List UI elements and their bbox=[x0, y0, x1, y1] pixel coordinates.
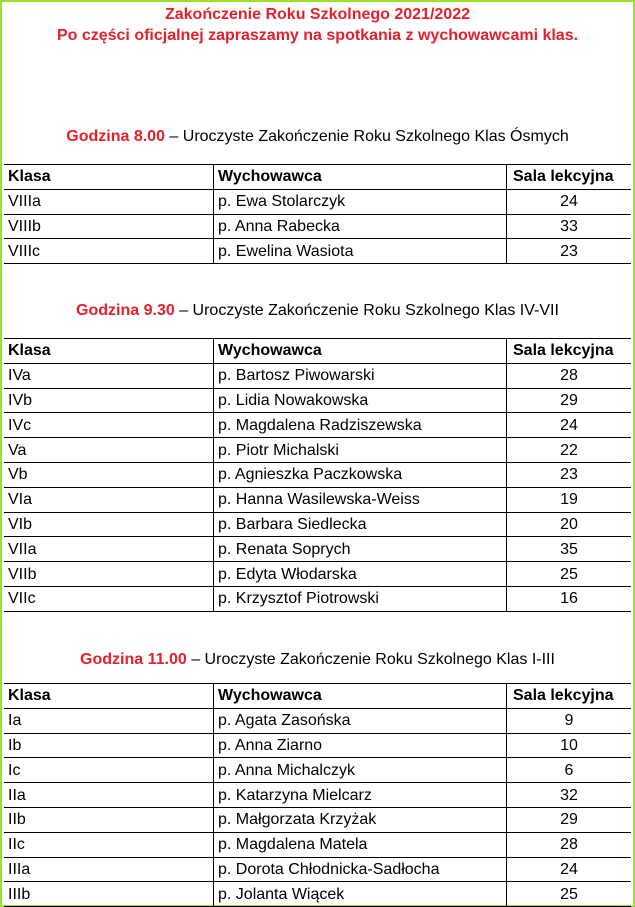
column-header-klasa: Klasa bbox=[4, 165, 214, 190]
section-time: Godzina 8.00 bbox=[66, 128, 165, 145]
column-header-wychowawca: Wychowawca bbox=[214, 165, 507, 190]
klasa-cell: Ia bbox=[4, 708, 214, 733]
column-header-klasa: Klasa bbox=[4, 684, 214, 709]
klasa-cell: Va bbox=[4, 438, 214, 463]
section-title-11 bbox=[0, 650, 635, 670]
sala-cell: 24 bbox=[507, 857, 632, 882]
wychowawca-cell: p. Ewa Stolarczyk bbox=[214, 189, 507, 214]
section-title-8 bbox=[0, 127, 635, 147]
wychowawca-cell: p. Jolanta Wiącek bbox=[214, 882, 507, 907]
sala-cell: 28 bbox=[507, 832, 632, 857]
wychowawca-cell: p. Agnieszka Paczkowska bbox=[214, 462, 507, 487]
table-row bbox=[4, 807, 631, 832]
sala-cell: 23 bbox=[507, 239, 632, 264]
klasa-cell: IIc bbox=[4, 832, 214, 857]
wychowawca-cell: p. Katarzyna Mielcarz bbox=[214, 783, 507, 808]
header-title: Zakończenie Roku Szkolnego 2021/2022 bbox=[164, 6, 470, 23]
wychowawca-cell: p. Lidia Nowakowska bbox=[214, 388, 507, 413]
table-row bbox=[4, 708, 631, 733]
sala-cell: 23 bbox=[507, 462, 632, 487]
wychowawca-cell: p. Magdalena Radziszewska bbox=[214, 413, 507, 438]
table-row bbox=[4, 189, 631, 214]
schedule-table-9-30 bbox=[4, 338, 631, 612]
table-row bbox=[4, 214, 631, 239]
table-row bbox=[4, 586, 631, 611]
klasa-cell: IVa bbox=[4, 363, 214, 388]
klasa-cell: VIIc bbox=[4, 586, 214, 611]
column-header-wychowawca: Wychowawca bbox=[214, 684, 507, 709]
table-row bbox=[4, 537, 631, 562]
wychowawca-cell: p. Magdalena Matela bbox=[214, 832, 507, 857]
klasa-cell: IVc bbox=[4, 413, 214, 438]
klasa-cell: IIa bbox=[4, 783, 214, 808]
wychowawca-cell: p. Anna Ziarno bbox=[214, 733, 507, 758]
sala-cell: 28 bbox=[507, 363, 632, 388]
column-header-klasa: Klasa bbox=[4, 339, 214, 364]
sala-cell: 25 bbox=[507, 562, 632, 587]
table-header-row bbox=[4, 165, 631, 190]
wychowawca-cell: p. Hanna Wasilewska-Weiss bbox=[214, 487, 507, 512]
section-description: – Uroczyste Zakończenie Roku Szkolnego Klas IV-VII bbox=[174, 302, 559, 319]
sala-cell: 6 bbox=[507, 758, 632, 783]
table-header-row bbox=[4, 684, 631, 709]
page-header bbox=[0, 4, 635, 46]
sala-cell: 32 bbox=[507, 783, 632, 808]
sala-cell: 16 bbox=[507, 586, 632, 611]
klasa-cell: VIIIb bbox=[4, 214, 214, 239]
column-header-sala: Sala lekcyjna bbox=[507, 165, 632, 190]
column-header-sala: Sala lekcyjna bbox=[507, 684, 632, 709]
table-row bbox=[4, 562, 631, 587]
section-title-9-30 bbox=[0, 301, 635, 321]
column-header-wychowawca: Wychowawca bbox=[214, 339, 507, 364]
table-row bbox=[4, 388, 631, 413]
sala-cell: 33 bbox=[507, 214, 632, 239]
table-row bbox=[4, 733, 631, 758]
table-row bbox=[4, 512, 631, 537]
klasa-cell: IIb bbox=[4, 807, 214, 832]
table-row bbox=[4, 857, 631, 882]
wychowawca-cell: p. Bartosz Piwowarski bbox=[214, 363, 507, 388]
klasa-cell: VIa bbox=[4, 487, 214, 512]
klasa-cell: VIIb bbox=[4, 562, 214, 587]
sala-cell: 29 bbox=[507, 388, 632, 413]
klasa-cell: VIIa bbox=[4, 537, 214, 562]
table-row bbox=[4, 363, 631, 388]
klasa-cell: Vb bbox=[4, 462, 214, 487]
klasa-cell: Ic bbox=[4, 758, 214, 783]
klasa-cell: IIIb bbox=[4, 882, 214, 907]
sala-cell: 22 bbox=[507, 438, 632, 463]
klasa-cell: IIIa bbox=[4, 857, 214, 882]
sala-cell: 10 bbox=[507, 733, 632, 758]
section-description: – Uroczyste Zakończenie Roku Szkolnego Klas I-III bbox=[186, 651, 555, 668]
table-row bbox=[4, 239, 631, 264]
table-row bbox=[4, 882, 631, 907]
wychowawca-cell: p. Krzysztof Piotrowski bbox=[214, 586, 507, 611]
sala-cell: 25 bbox=[507, 882, 632, 907]
schedule-table-8 bbox=[4, 164, 631, 264]
wychowawca-cell: p. Anna Michalczyk bbox=[214, 758, 507, 783]
wychowawca-cell: p. Agata Zasońska bbox=[214, 708, 507, 733]
table-row bbox=[4, 413, 631, 438]
sala-cell: 24 bbox=[507, 189, 632, 214]
wychowawca-cell: p. Anna Rabecka bbox=[214, 214, 507, 239]
table-row bbox=[4, 487, 631, 512]
klasa-cell: Ib bbox=[4, 733, 214, 758]
schedule-table-11 bbox=[4, 683, 631, 907]
section-time: Godzina 9.30 bbox=[76, 302, 175, 319]
sala-cell: 9 bbox=[507, 708, 632, 733]
sala-cell: 35 bbox=[507, 537, 632, 562]
sala-cell: 29 bbox=[507, 807, 632, 832]
table-row bbox=[4, 832, 631, 857]
sala-cell: 24 bbox=[507, 413, 632, 438]
klasa-cell: IVb bbox=[4, 388, 214, 413]
wychowawca-cell: p. Ewelina Wasiota bbox=[214, 239, 507, 264]
klasa-cell: VIb bbox=[4, 512, 214, 537]
table-row bbox=[4, 783, 631, 808]
klasa-cell: VIIIc bbox=[4, 239, 214, 264]
sala-cell: 19 bbox=[507, 487, 632, 512]
klasa-cell: VIIIa bbox=[4, 189, 214, 214]
wychowawca-cell: p. Edyta Włodarska bbox=[214, 562, 507, 587]
column-header-sala: Sala lekcyjna bbox=[507, 339, 632, 364]
table-row bbox=[4, 462, 631, 487]
section-time: Godzina 11.00 bbox=[80, 651, 187, 668]
table-header-row bbox=[4, 339, 631, 364]
wychowawca-cell: p. Piotr Michalski bbox=[214, 438, 507, 463]
section-description: – Uroczyste Zakończenie Roku Szkolnego Klas Ósmych bbox=[164, 128, 569, 145]
sala-cell: 20 bbox=[507, 512, 632, 537]
wychowawca-cell: p. Małgorzata Krzyżak bbox=[214, 807, 507, 832]
wychowawca-cell: p. Renata Soprych bbox=[214, 537, 507, 562]
table-row bbox=[4, 438, 631, 463]
header-subtitle: Po części oficjalnej zapraszamy na spotkania z wychowawcami klas. bbox=[56, 27, 579, 44]
table-row bbox=[4, 758, 631, 783]
wychowawca-cell: p. Barbara Siedlecka bbox=[214, 512, 507, 537]
wychowawca-cell: p. Dorota Chłodnicka-Sadłocha bbox=[214, 857, 507, 882]
